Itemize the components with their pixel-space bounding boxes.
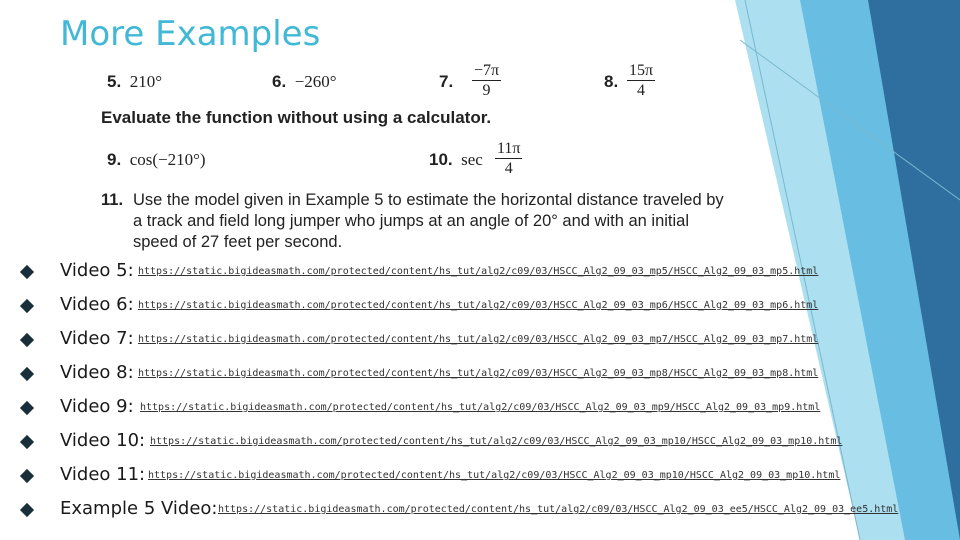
video-label: Video 6: [60,294,134,315]
fraction-numerator: −7π [474,62,500,79]
video-link[interactable]: https://static.bigideasmath.com/protected/content/hs_tut/alg2/c09/03/HSCC_Alg2_09_03_mp8/HSCC_Alg2_09_03_mp8.html [138,368,819,379]
problem-image [97,58,737,256]
video-link[interactable]: https://static.bigideasmath.com/protected/content/hs_tut/alg2/c09/03/HSCC_Alg2_09_03_mp7/HSCC_Alg2_09_03_mp7.html [138,334,819,345]
problem-7 [439,72,453,92]
page-title: More Examples [60,14,321,54]
problem-number: 5. [107,72,122,91]
problem-8-fraction [627,62,655,101]
video-label: Video 5: [60,260,134,281]
problem-5 [107,72,162,92]
video-link[interactable]: https://static.bigideasmath.com/protected/content/hs_tut/alg2/c09/03/HSCC_Alg2_09_03_mp10/HSCC_Alg2_09_03_mp10.html [148,470,841,481]
video-label: Video 8: [60,362,134,383]
problem-expression: −260° [294,72,337,91]
video-link[interactable]: https://static.bigideasmath.com/protected/content/hs_tut/alg2/c09/03/HSCC_Alg2_09_03_ee5/HSCC_Alg2_09_03_ee5.html [218,504,899,515]
problem-number: 8. [604,72,619,91]
problem-expression: 210° [129,72,162,91]
problem-6 [272,72,337,92]
problem-expression: sec [461,150,483,169]
problem-number: 11. [101,191,124,209]
fraction-denominator: 9 [482,82,491,99]
problem-7-fraction [472,62,501,101]
video-label: Video 9: [60,396,134,417]
fraction-numerator: 15π [629,62,654,79]
video-label: Video 10: [60,430,146,451]
problem-10-fraction [495,140,522,179]
problem-number: 6. [272,72,287,91]
fraction-numerator: 11π [497,140,521,157]
problem-9 [107,150,206,170]
video-link[interactable]: https://static.bigideasmath.com/protected/content/hs_tut/alg2/c09/03/HSCC_Alg2_09_03_mp10/HSCC_Alg2_09_03_mp10.html [150,436,843,447]
problem-10 [429,150,483,170]
fraction-denominator: 4 [637,82,646,99]
fraction-denominator: 4 [504,160,513,177]
problem-expression: cos(−210°) [129,150,206,169]
problem-number: 10. [429,150,453,169]
video-link[interactable]: https://static.bigideasmath.com/protected/content/hs_tut/alg2/c09/03/HSCC_Alg2_09_03_mp6/HSCC_Alg2_09_03_mp6.html [138,300,819,311]
video-label: Example 5 Video: [60,498,218,519]
problem-number: 9. [107,150,122,169]
problem-8 [604,72,618,92]
problem-text: Use the model given in Example 5 to estimate the horizontal distance traveled by a track and field long jumper who jumps at an angle of 20° and with an initial speed of 27 feet per second. [133,191,724,251]
video-link[interactable]: https://static.bigideasmath.com/protected/content/hs_tut/alg2/c09/03/HSCC_Alg2_09_03_mp5/HSCC_Alg2_09_03_mp5.html [138,266,819,277]
video-label: Video 11: [60,464,146,485]
instruction-heading: Evaluate the function without using a calculator. [101,108,492,127]
video-link[interactable]: https://static.bigideasmath.com/protected/content/hs_tut/alg2/c09/03/HSCC_Alg2_09_03_mp9/HSCC_Alg2_09_03_mp9.html [140,402,821,413]
video-label: Video 7: [60,328,134,349]
problem-number: 7. [439,72,454,91]
